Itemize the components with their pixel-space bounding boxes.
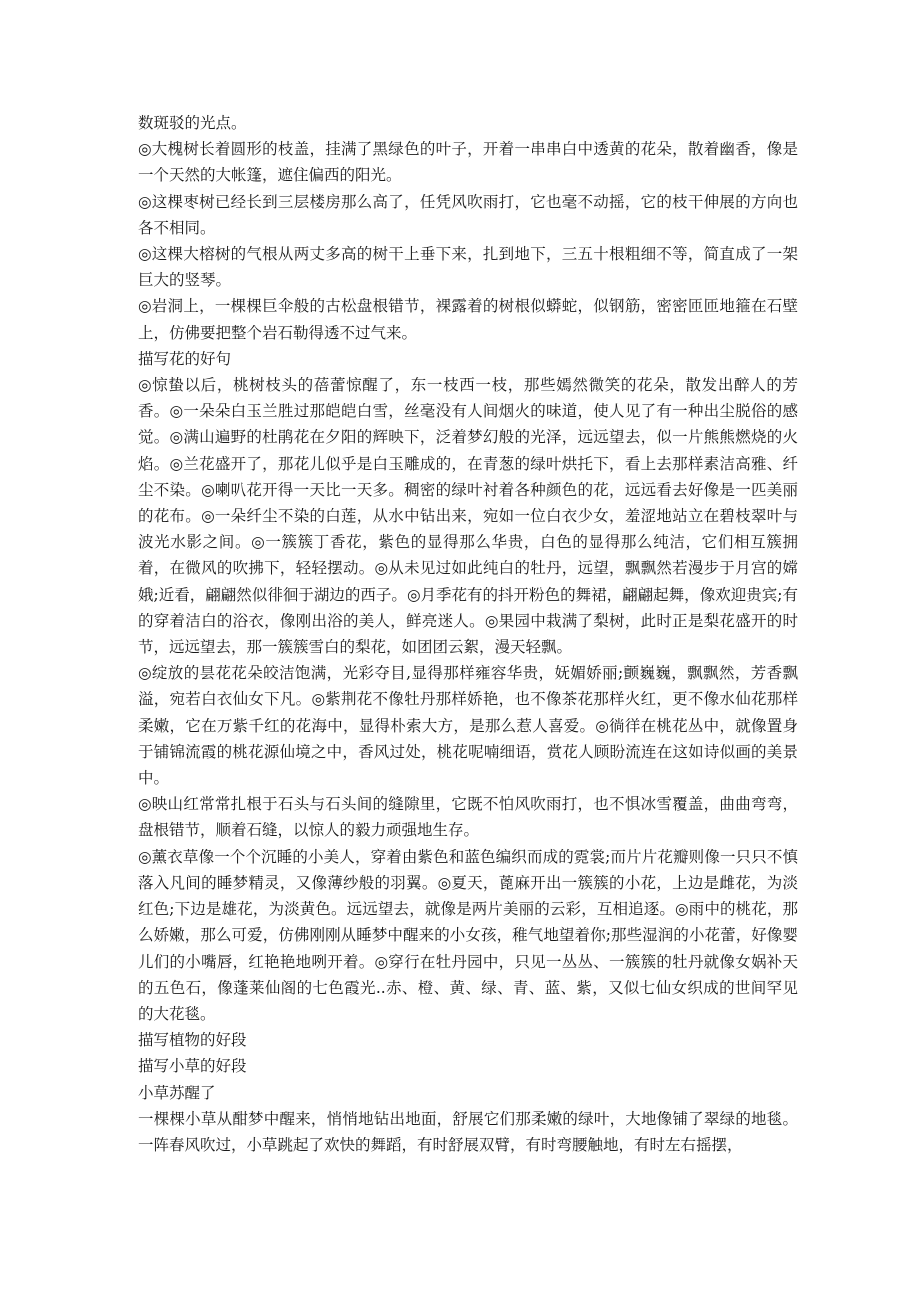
section-heading: 小草苏醒了 — [138, 1083, 216, 1102]
text-paragraph: ◎这棵大榕树的气根从两丈多高的树干上垂下来，扎到地下，三五十根粗细不等，简直成了一架巨大的竖琴。 — [138, 245, 798, 290]
text-paragraph: ◎大槐树长着圆形的枝盖，挂满了黑绿色的叶子，开着一串串白中透黄的花朵，散着幽香，像是一个天然的大帐篷，遮住偏西的阳光。 — [138, 140, 798, 185]
section-heading: 描写花的好句 — [138, 349, 232, 368]
text-paragraph: ◎薰衣草像一个个沉睡的小美人，穿着由紫色和蓝色编织而成的霓裳;而片片花瓣则像一只只不慎落入凡间的睡梦精灵，又像薄纱般的羽翼。◎夏天，蓖麻开出一簇簇的小花，上边是雌花，为淡红色;下边是雄花，为淡黄色。远远望去，就像是两片美丽的云彩，互相追逐。◎雨中的桃花，那么娇嫩，那么可爱，仿佛刚刚从睡梦中醒来的小女孩，稚气地望着你;那些湿润的小花蕾，好像婴儿们的小嘴唇，红艳艳地咧开着。◎穿行在牡丹园中，只见一丛丛、一簇簇的牡丹就像女娲补天的五色石，像蓬莱仙阁的七色霞光..赤、橙、黄、绿、青、蓝、紫，又似七仙女织成的世间罕见的大花毯。 — [138, 847, 798, 1023]
section-heading: 描写小草的好段 — [138, 1057, 247, 1076]
text-paragraph: ◎惊蛰以后，桃树枝头的蓓蕾惊醒了，东一枝西一枝，那些嫣然微笑的花朵，散发出醉人的芳香。◎一朵朵白玉兰胜过那皑皑白雪，丝毫没有人间烟火的味道，使人见了有一种出尘脱俗的感觉。◎满山遍野的杜鹃花在夕阳的辉映下，泛着梦幻般的光泽，远远望去，似一片熊熊燃烧的火焰。◎兰花盛开了，那花儿似乎是白玉雕成的，在青葱的绿叶烘托下，看上去那样素洁高雅、纤尘不染。◎喇叭花开得一天比一天多。稠密的绿叶衬着各种颜色的花，远远看去好像是一匹美丽的花布。◎一朵纤尘不染的白莲，从水中钻出来，宛如一位白衣少女，羞涩地站立在碧枝翠叶与波光水影之间。◎一簇簇丁香花，紫色的显得那么华贵，白色的显得那么纯洁，它们相互簇拥着，在微风的吹拂下，轻轻摆动。◎从未见过如此纯白的牡丹，远望，飘飘然若漫步于月宫的嫦娥;近看，翩翩然似徘徊于湖边的西子。◎月季花有的抖开粉色的舞裙，翩翩起舞，像欢迎贵宾;有的穿着洁白的浴衣，像刚出浴的美人，鲜亮迷人。◎果园中栽满了梨树，此时正是梨花盛开的时节，远远望去，那一簇簇雪白的梨花，如团团云絮，漫天轻飘。 — [138, 376, 798, 657]
text-paragraph: 一棵棵小草从酣梦中醒来，悄悄地钻出地面，舒展它们那柔嫩的绿叶，大地像铺了翠绿的地毯。一阵春风吹过，小草跳起了欢快的舞蹈，有时舒展双臂，有时弯腰触地，有时左右摇摆， — [138, 1109, 798, 1154]
text-paragraph: ◎绽放的昙花花朵皎洁饱满，光彩夺目,显得那样雍容华贵，妩媚娇丽;颤巍巍，飘飘然，芳香飘溢，宛若白衣仙女下凡。◎紫荆花不像牡丹那样娇艳，也不像茶花那样火红，更不像水仙花那样柔嫩，它在万紫千红的花海中，显得朴索大方，是那么惹人喜爱。◎徜徉在桃花丛中，就像置身于铺锦流霞的桃花源仙境之中，香风过处，桃花呢喃细语，赏花人顾盼流连在这如诗似画的美景中。 — [138, 664, 798, 788]
document-page — [138, 110, 798, 1158]
text-paragraph: ◎岩洞上，一棵棵巨伞般的古松盘根错节，裸露着的树根似蟒蛇，似钢筋，密密匝匝地箍在石壁上，仿佛要把整个岩石勒得透不过气来。 — [138, 297, 798, 342]
section-heading: 描写植物的好段 — [138, 1031, 247, 1050]
text-paragraph: ◎这棵枣树已经长到三层楼房那么高了，任凭风吹雨打，它也毫不动摇，它的枝干伸展的方向也各不相同。 — [138, 192, 798, 237]
text-paragraph: ◎映山红常常扎根于石头与石头间的缝隙里，它既不怕风吹雨打，也不惧冰雪覆盖，曲曲弯弯，盘根错节，顺着石缝，以惊人的毅力顽强地生存。 — [138, 795, 798, 840]
text-paragraph: 数斑驳的光点。 — [138, 114, 247, 132]
